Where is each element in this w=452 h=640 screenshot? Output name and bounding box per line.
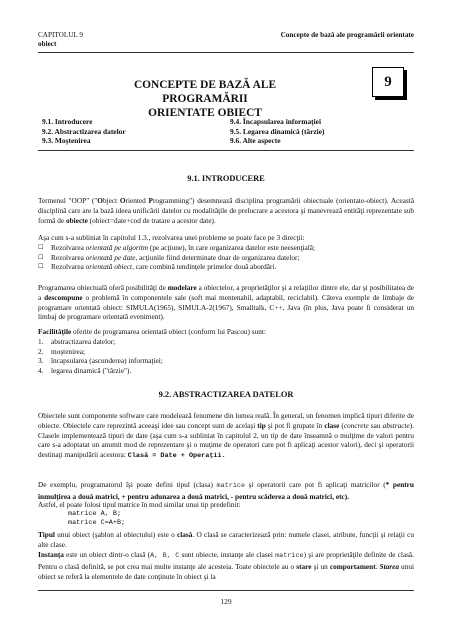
intro-paragraph-2 bbox=[38, 233, 414, 272]
checkbox-bullet-icon: ☐ bbox=[38, 263, 44, 271]
list-item: 4. legarea dinamică ("târzie"). bbox=[38, 366, 132, 376]
toc-item: 9.1. Introducere bbox=[42, 117, 93, 126]
header-chapter-sub: obiect bbox=[38, 40, 57, 48]
list-item: 2. moştenirea; bbox=[38, 346, 86, 356]
footer-divider bbox=[38, 590, 414, 591]
toc-item: 9.6. Alte aspecte bbox=[230, 136, 281, 145]
abstr-paragraph-2: De exemplu, programatorul îşi poate defini tipul (clasa) matrice şi operatorii care pot fi aplicaţi matricilor (* pentru înmulţirea a două matrici, + pentru adunarea a două matrici, - pentru scăderea a două matrici, etc). bbox=[38, 480, 414, 501]
checkbox-bullet-icon: ☐ bbox=[38, 243, 44, 251]
toc-item: 9.5. Legarea dinamică (târzie) bbox=[230, 126, 325, 136]
running-header-chapter bbox=[38, 31, 83, 49]
running-header-title: Concepte de bază ale programării orientate bbox=[280, 31, 414, 39]
code-line: matrice A, B; bbox=[68, 509, 122, 518]
header-chapter-label: CAPITOLUL 9 bbox=[38, 31, 83, 39]
page-number: 129 bbox=[220, 597, 232, 606]
toc-item: 9.4. Încapsularea informaţiei bbox=[230, 117, 322, 126]
intro-paragraph-1: Termenul "OOP" ("Object Oriented Programming") desemnează disciplina programării obiectuale (orientate-obiect). Această disciplină care are la bază ideea unificării datelor cu modalităţile de prelucrare a acestora şi manevrează entităţi reprezentate sub formă de obiecte (obiect=date+cod de tratare a acestor date). bbox=[38, 196, 414, 225]
list-item: ☐ Rezolvarea orientată pe algoritm (pe acţiune), în care organizarea datelor este neesenţială; bbox=[38, 242, 316, 252]
intro-paragraph-3: Programarea obiectuală oferă posibilităţi de modelare a obiectelor, a proprietăţilor şi a relaţiilor dintre ele, dar şi posibilitatea de a descompune o problemă în componentele sale (soft mai mentenabil, adaptabil, reciclabil). Câteva exemple de limbaje de programare orientată obiect: SIMULA(1965), SIMULA-2(1967), Smalltalk, C++, Java (în plus, Java poate fi considerat un limbaj de programare orientată eveniment). bbox=[38, 283, 414, 322]
section-title-abstractizarea: 9.2. ABSTRACTIZAREA DATELOR bbox=[158, 390, 294, 399]
code-line: matrice C=A+B; bbox=[68, 519, 126, 528]
chapter-title bbox=[95, 78, 315, 120]
chapter-number-box: 9 bbox=[372, 67, 404, 97]
chapter-title-line1: CONCEPTE DE BAZĂ ALE PROGRAMĂRII bbox=[133, 79, 277, 105]
list-item: 3. încapsularea (ascunderea) informaţiei; bbox=[38, 356, 163, 366]
abstr-paragraph-4: Tipul unui obiect (şablon al obiectului) este o clasă. O clasă se caracterizează prin: numele clasei, atribute, funcţii şi relaţii cu alte clase. bbox=[38, 530, 414, 549]
checkbox-bullet-icon: ☐ bbox=[38, 253, 44, 261]
section-title-introducere: 9.1. INTRODUCERE bbox=[187, 174, 265, 183]
list-item: ☐ Rezolvarea orientată pe date, acţiunile fiind determinate doar de organizarea datelor; bbox=[38, 252, 300, 262]
chapter-title-line2: ORIENTATE OBIECT bbox=[148, 107, 262, 119]
toc-left-column bbox=[42, 117, 126, 146]
header-divider bbox=[38, 52, 414, 53]
abstr-paragraph-3: Astfel, el poate folosi tipul matrice în mod similar unui tip predefinit: matrice A, B; matrice C=A+B; bbox=[38, 500, 414, 529]
facilities-intro: Facilităţile oferite de programarea orientată obiect (conform lui Pascou) sunt: bbox=[38, 327, 266, 336]
toc-item: 9.2. Abstractizarea datelor bbox=[42, 126, 126, 136]
toc-right-column bbox=[230, 117, 324, 146]
facilities-block bbox=[38, 327, 414, 376]
list-item: 1. abstractizarea datelor; bbox=[38, 336, 116, 346]
toc-item: 9.3. Moştenirea bbox=[42, 136, 91, 145]
abstr-paragraph-1: Obiectele sunt componente software care modelează fenomene din lumea reală. În general, un fenomen implică tipuri diferite de obiecte. Obiectele care reprezintă aceeaşi idee sau concept sunt de acelaşi tip şi pot fi grupate în clase (concrete sau abstracte). Clasele implementează tipuri de date (aşa cum s-a subliniat în capitolul 2, un tip de date înseamnă o mulţime de valori pentru care s-a adoptatat un anumit mod de reprezentare şi o muţime de operatori care pot fi aplicaţi acestor valori), deci şi operatorii destinaţi manipulării acestora: Clasă = Date + Operaţii. bbox=[38, 411, 414, 461]
toc-divider bbox=[38, 150, 414, 151]
directions-intro: Aşa cum s-a subliniat în capitolul 1.3., rezolvarea unei probleme se poate face pe 3 direcţii: bbox=[38, 233, 305, 242]
abstr-paragraph-5: Instanţa este un obiect dintr-o clasă (A, B, C sunt obiecte, instanţe ale clasei matrice) şi are proprietăţile definite de clasă. Pentru o clasă definită, se pot crea mai multe instanţe ale acesteia. Toate obiectele au o stare şi un comportament. Starea unui obiect se referă la elementele de date conţinute în obiect şi la bbox=[38, 550, 415, 581]
list-item: ☐ Rezolvarea orientată obiect, care combină tendinţele primelor două abordări. bbox=[38, 262, 277, 272]
